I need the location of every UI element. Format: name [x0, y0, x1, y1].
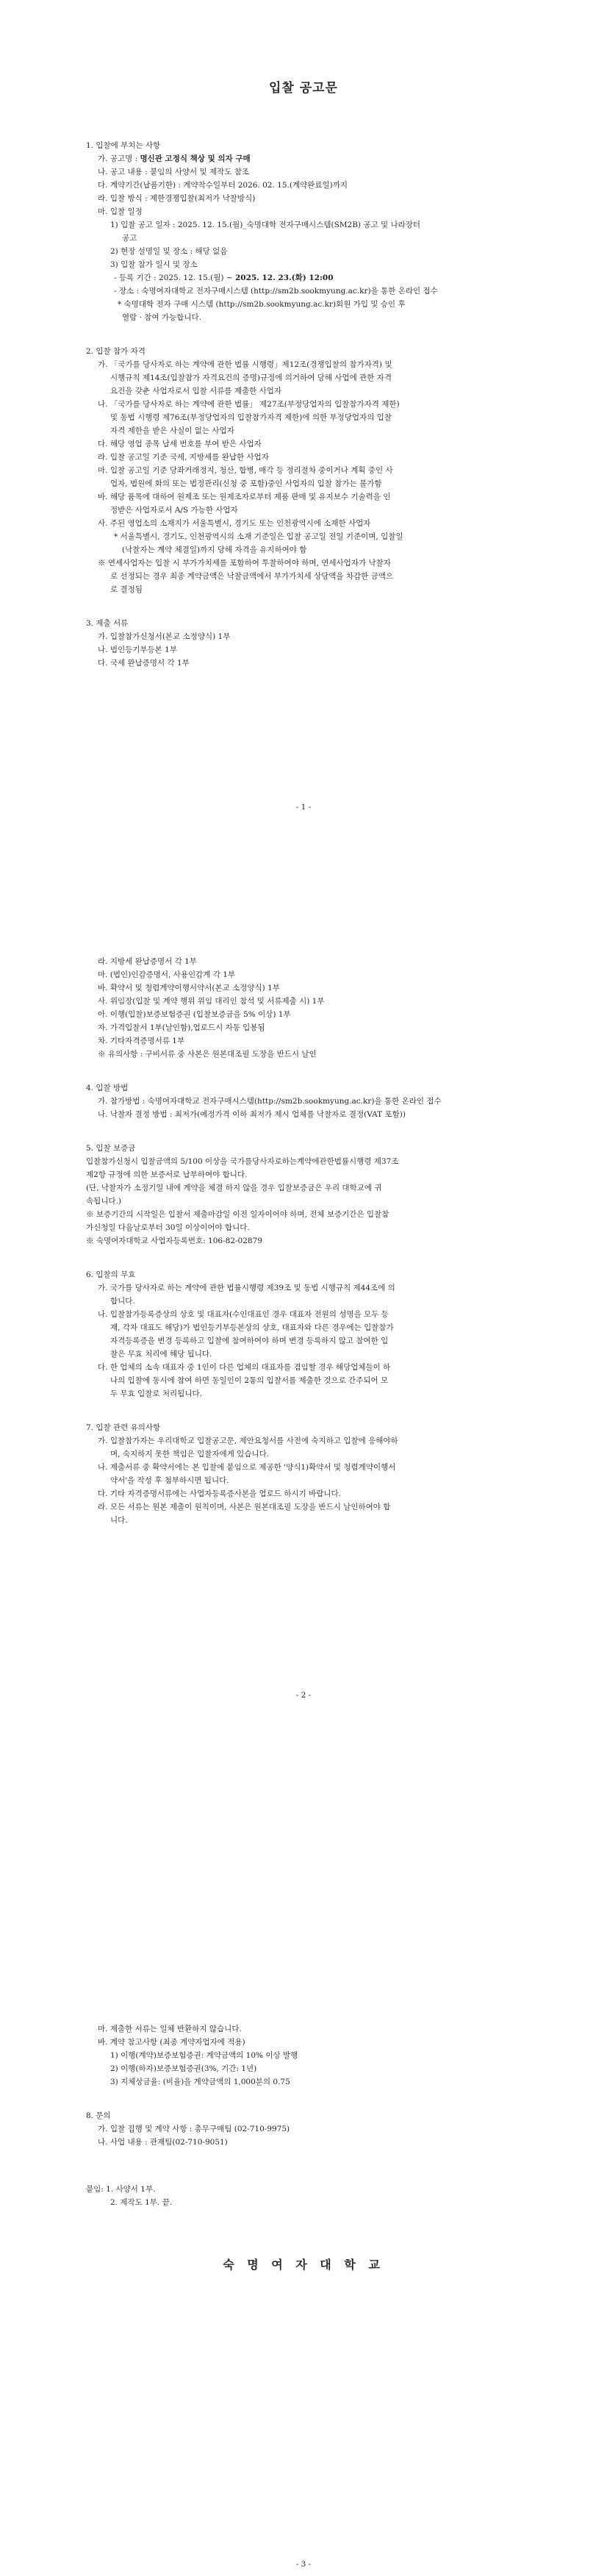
text-line — [86, 1182, 382, 1195]
line-text: 자격등록증을 변경 등록하고 입찰에 참여하여야 하며 변경 등록하지 않고 참여한 입 — [110, 1337, 389, 1345]
text-line — [98, 2023, 242, 2036]
text-line — [98, 1501, 390, 1514]
text-line — [98, 2123, 290, 2136]
text-line — [110, 219, 420, 232]
text-line — [98, 1048, 317, 1062]
text-line — [86, 140, 160, 153]
line-text: 사. 주된 영업소의 소재지가 서울특별시, 경기도 또는 인천광역시에 소재한 사업자 — [98, 519, 371, 528]
text-line — [98, 206, 143, 219]
line-text: ※ 연세사업자는 입찰 시 부가가치세를 포함하여 투찰하여야 하며, 연세사업자가 낙찰자 — [98, 559, 391, 568]
line-text: 가. 국가를 당사자로 하는 계약에 관한 법률시행령 제39조 및 동법 시행규칙 제44조에 의 — [98, 1284, 395, 1292]
text-line — [86, 1082, 128, 1095]
line-text: 약서'을 작성 후 첨부하시면 됩니다. — [110, 1476, 229, 1485]
line-text: 바. 확약서 및 청렴계약이행서약서(본교 소정양식) 1부 — [98, 984, 280, 992]
text-line — [110, 246, 227, 259]
line-text: 자. 가격입찰서 1부(날인함),업로드시 자동 입봉됨 — [98, 1023, 265, 1032]
text-line — [110, 2063, 256, 2076]
text-line — [86, 1209, 389, 1222]
line-text: 업자, 법원에 화의 또는 법정관리(신청 중 포함)중인 사업자의 입찰 참가는 불가함 — [110, 479, 382, 488]
line-text: 3) 지체상금율: (비율)을 계약금액의 1,000분의 0.75 — [110, 2078, 290, 2086]
text-line — [98, 193, 255, 206]
line-text: 붙임: 1. 사양서 1부. — [86, 2185, 156, 2194]
line-text: 라. 입찰 공고일 기준 국세, 지방세를 완납한 사업자 — [98, 453, 269, 462]
text-line — [98, 438, 262, 451]
text-line — [98, 631, 230, 644]
line-text: - 장소 : 숙명여자대학교 전자구매시스템 (http://sm2b.sookmyung.ac.kr)을 통한 온라인 접수 — [114, 287, 438, 296]
text-line — [110, 1388, 202, 1401]
line-text: 자격 제한을 받은 사실이 없는 사업자 — [110, 426, 234, 435]
line-text: 나. 입찰참가등록증상의 상호 및 대표자(수인대표인 경우 대표자 전원의 성명을 모두 등 — [98, 1310, 389, 1319]
page-number-2: - 2 - — [295, 1691, 312, 1700]
line-text: 요건을 갖춘 사업자로서 입찰 서류를 제출한 사업자 — [110, 387, 282, 396]
text-line — [86, 1169, 247, 1182]
text-line — [98, 1009, 291, 1022]
text-line — [98, 1095, 442, 1109]
text-line — [110, 259, 198, 272]
line-text: 7. 입찰 관련 유의사항 — [86, 1423, 161, 1432]
text-line — [98, 179, 348, 193]
line-text: 나. 사업 내용 : 관재팀(02-710-9051) — [98, 2138, 228, 2147]
text-line — [86, 618, 128, 631]
line-emphasis: 2025. 12. 23.(화) 12:00 — [234, 273, 334, 282]
text-line — [98, 518, 370, 531]
line-text: 마. 입찰 공고일 기준 당좌거래정지, 청산, 합병, 매각 등 정리절차 중이거나 계획 중인 사 — [98, 466, 393, 475]
text-line — [122, 544, 306, 557]
line-text: 사. 위임장(입찰 및 계약 행위 위임 대리인 참석 및 서류제출 시) 1부 — [98, 997, 325, 1006]
line-text: 가신청일 다음날로부터 30일 이상이어야 합니다. — [86, 1223, 250, 1232]
line-text: 6. 입찰의 무효 — [86, 1270, 136, 1279]
text-line — [98, 956, 197, 969]
text-line — [110, 1475, 229, 1488]
line-text: 8. 문의 — [86, 2111, 111, 2120]
line-text: 다. 해당 영업 종목 납세 번호를 부여 받은 사업자 — [98, 440, 262, 448]
line-text: 로 선정되는 경우 최종 계약금액은 낙찰금액에서 부가가치세 상당액을 차감한 금액으 — [110, 572, 394, 581]
text-line — [98, 1362, 390, 1375]
text-line — [110, 570, 393, 584]
line-text: 가. 입찰참가자는 우리대학교 입찰공고문, 제안요청서를 사전에 숙지하고 입찰에 응해야하 — [98, 1437, 398, 1445]
text-line — [114, 531, 403, 544]
line-text: 1. 입찰에 부치는 사항 — [86, 141, 161, 150]
text-line — [118, 298, 406, 312]
text-line — [122, 232, 137, 246]
line-text: 합니다. — [110, 1297, 135, 1306]
text-line — [98, 1109, 406, 1122]
line-text: (낙찰자는 계약 체결일)까지 당해 자격을 유지하여야 함 — [122, 545, 307, 554]
text-line — [110, 2050, 298, 2063]
text-line — [98, 166, 249, 179]
text-line — [86, 1235, 262, 1248]
university-name: 숙 명 여 자 대 학 교 — [223, 2258, 384, 2272]
text-line — [114, 272, 334, 285]
text-line — [86, 1269, 135, 1282]
text-line — [98, 1488, 341, 1501]
line-text: 마. 제출한 서류는 일체 반환하지 않습니다. — [98, 2025, 242, 2033]
line-text: 2) 이행(하자)보증보험증권(3%, 기간: 1년) — [110, 2064, 257, 2073]
text-line — [98, 359, 392, 372]
line-text: 1) 이행(계약)보증보험증권: 계약금액의 10% 이상 발행 — [110, 2051, 298, 2060]
document-title: 입찰 공고문 — [268, 81, 339, 96]
line-text: 바. 해당 품목에 대하여 원제조 또는 원제조자로부터 제품 판매 및 유지보수 기술력을 인 — [98, 493, 391, 501]
line-text: 라. 입찰 방식 : 제한경쟁입찰(최저가 낙찰방식) — [98, 194, 256, 203]
text-line — [110, 584, 143, 597]
line-text: 4. 입찰 방법 — [86, 1084, 129, 1092]
text-line — [86, 1156, 398, 1169]
line-text: 제2항 규정에 의한 보증서로 납부하여야 합니다. — [86, 1170, 248, 1179]
text-line — [110, 1448, 269, 1461]
text-line — [98, 398, 400, 412]
page-number-3: - 3 - — [295, 2560, 312, 2569]
text-line — [98, 557, 391, 570]
text-line — [98, 969, 235, 982]
line-text: 며, 숙지하지 못한 책임은 입찰자에게 있습니다. — [110, 1450, 270, 1459]
text-line — [86, 1195, 121, 1209]
text-line — [98, 657, 190, 670]
line-text: 나. 「국가를 당사자로 하는 계약에 관한 법률」 제27조(부정당업자의 입찰참가자격 제한) — [98, 400, 400, 409]
line-text: 공고 — [122, 234, 137, 243]
line-text: 마. (법인)인감증명서, 사용인감계 각 1부 — [98, 970, 236, 979]
line-text: 속됩니다.) — [86, 1197, 122, 1206]
text-line — [86, 1142, 135, 1156]
line-text: ※ 유의사항 : 구비서류 중 사본은 원본대조필 도장을 반드시 날인 — [98, 1050, 317, 1059]
text-line — [110, 1322, 394, 1335]
line-text: 두 무효 입찰로 처리됩니다. — [110, 1389, 202, 1398]
line-text: 가. 입찰 집행 및 계약 사항 : 총무구매팀 (02-710-9975) — [98, 2125, 290, 2133]
text-line — [110, 1335, 388, 1348]
text-line — [110, 2197, 172, 2210]
text-line — [110, 2076, 290, 2089]
text-line — [86, 2110, 111, 2123]
line-text: 정받은 사업자로서 A/S 가능한 사업자 — [110, 506, 238, 515]
line-text: 2. 입찰 참가 자격 — [86, 347, 146, 356]
line-text: 다. 계약기간(납품기한) : 계약착수일부터 2026. 02. 15.(계약완료일)까지 — [98, 181, 348, 190]
line-text: 다. 국세 완납증명서 각 1부 — [98, 659, 190, 668]
text-line — [110, 425, 234, 438]
text-line — [98, 1309, 389, 1322]
line-text: 라. 모든 서류는 원본 제출이 원칙이며, 사본은 원본대조필 도장을 반드시 날인하여야 합 — [98, 1503, 391, 1511]
line-text: 2. 제작도 1부. 끝. — [110, 2198, 173, 2207]
line-text: 나의 입찰에 동시에 참여 하면 동일인이 2통의 입찰서를 제출한 것으로 간주되어 모 — [110, 1376, 389, 1385]
line-text: 다. 한 업체의 소속 대표자 중 1인이 다른 업체의 대표자를 겸임할 경우 해당업체들이 하 — [98, 1363, 391, 1372]
line-text: 3. 제출 서류 — [86, 619, 129, 628]
text-line — [98, 465, 393, 478]
text-line — [86, 1222, 250, 1235]
text-line — [110, 504, 238, 518]
line-text: 시행규칙 제14조(입찰참가 자격요건의 증명)규정에 의거하여 당해 사업에 관한 자격 — [110, 373, 392, 382]
line-text: 3) 입찰 참가 일시 및 장소 — [110, 260, 198, 269]
page-number-1: - 1 - — [295, 803, 312, 812]
text-line — [110, 1514, 128, 1528]
text-line — [110, 372, 392, 385]
text-line — [98, 2036, 245, 2050]
text-line — [98, 1282, 395, 1295]
text-line — [110, 1348, 212, 1362]
text-line — [98, 153, 251, 166]
line-text: 가. 입찰참가신청서(본교 소정양식) 1부 — [98, 632, 231, 641]
text-line — [98, 1035, 184, 1048]
text-line — [98, 644, 177, 657]
text-line — [110, 1375, 388, 1388]
line-text: 바. 계약 참고사항 (최종 계약자업자에 적용) — [98, 2038, 245, 2047]
text-line — [110, 385, 281, 398]
text-line — [98, 451, 269, 465]
line-text: 가. 참가방법 : 숙명여자대학교 전자구매시스템(http://sm2b.sookmyung.ac.kr)을 통한 온라인 접수 — [98, 1097, 442, 1106]
text-line — [98, 995, 325, 1009]
text-line — [86, 2183, 155, 2197]
line-text: 및 동법 시행령 제76조(부정당업자의 입찰참가자격 제한)에 의한 부정당업자의 입찰 — [110, 413, 392, 422]
line-text: 입찰참가신청시 입찰금액의 5/100 이상을 국가를당사자로하는계약에관한법률시행령 제37조 — [86, 1157, 399, 1166]
line-text: 열람 · 참여 가능합니다. — [122, 313, 201, 322]
text-line — [122, 312, 201, 325]
text-line — [98, 1435, 398, 1448]
line-text: 가. 「국가를 당사자로 하는 계약에 관한 법률 시행령」제12조(경쟁입찰의 참가자격) 및 — [98, 360, 392, 369]
line-text: 다. 기타 자격증명서류에는 사업자등록증사본을 업로드 하시기 바랍니다. — [98, 1489, 341, 1498]
line-text: 2) 현장 설명일 및 장소 : 해당 없음 — [110, 247, 228, 256]
line-text: 나. 낙찰자 결정 방법 : 최저가(예정가격 이하 최저가 제시 업체를 낙찰자로 결정(VAT 포함)) — [98, 1110, 406, 1119]
line-text: * 숙명대학 전자 구매 시스템 (http://sm2b.sookmyung.ac.kr)회원 가입 및 승인 후 — [118, 300, 406, 309]
text-line — [98, 2136, 228, 2150]
line-text: 나. 공고 내용 : 붙임의 사양서 및 제작도 참조 — [98, 168, 250, 176]
text-line — [98, 982, 280, 995]
line-text: * 서울특별시, 경기도, 인천광역시의 소재 기준일은 입찰 공고일 전일 기준이며, 입찰일 — [114, 532, 403, 541]
line-emphasis: 명신관 고정식 책상 및 의자 구매 — [140, 154, 251, 163]
line-text: 마. 입찰 일정 — [98, 207, 143, 216]
line-text: 가. 공고명 : — [98, 154, 140, 163]
text-line — [110, 412, 392, 425]
line-text: 니다. — [110, 1516, 128, 1525]
line-text: ※ 보증기간의 시작일은 입찰서 제출마감일 이전 일자이어야 하며, 전체 보증기간은 입찰참 — [86, 1210, 389, 1219]
text-line — [86, 1422, 160, 1435]
text-line — [110, 1295, 135, 1309]
line-text: ※ 숙명여자대학교 사업자등록번호: 106-82-02879 — [86, 1237, 262, 1245]
line-text: 차. 기타자격증명서류 1부 — [98, 1037, 185, 1045]
text-line — [98, 491, 390, 504]
line-text: 찰은 무효 처리에 해당 됩니다. — [110, 1350, 212, 1359]
text-line — [114, 285, 438, 298]
text-line — [86, 346, 146, 359]
line-text: 1) 입찰 공고 일자 : 2025. 12. 15.(월)_숙명대학 전자구매시스템(SM2B) 공고 및 나라장터 — [110, 221, 421, 229]
line-text: 5. 입찰 보증금 — [86, 1144, 136, 1153]
line-text: - 등록 기간 : 2025. 12. 15.(월) ~ — [114, 273, 235, 282]
line-text: 라. 지방세 완납증명서 각 1부 — [98, 957, 197, 966]
line-text: (단, 낙찰자가 소정기일 내에 계약을 체결 하지 않을 경우 입찰보증금은 우리 대학교에 귀 — [86, 1184, 382, 1192]
line-text: 나. 법인등기부등본 1부 — [98, 645, 177, 654]
text-line — [98, 1461, 395, 1475]
text-line — [110, 478, 381, 491]
text-line — [98, 1022, 265, 1035]
line-text: 재, 각자 대표도 해당)가 법인등기부등본상의 상호, 대표자와 다른 경우에는 입찰참가 — [110, 1323, 394, 1332]
line-text: 로 결정됨 — [110, 585, 143, 594]
line-text: 나. 제출서류 중 확약서에는 본 입찰에 붙임으로 제공한 '양식1)확약서 및 청렴계약이행서 — [98, 1463, 396, 1472]
line-text: 아. 이행(입찰)보증보험증권 (입찰보증금을 5% 이상) 1부 — [98, 1010, 291, 1019]
